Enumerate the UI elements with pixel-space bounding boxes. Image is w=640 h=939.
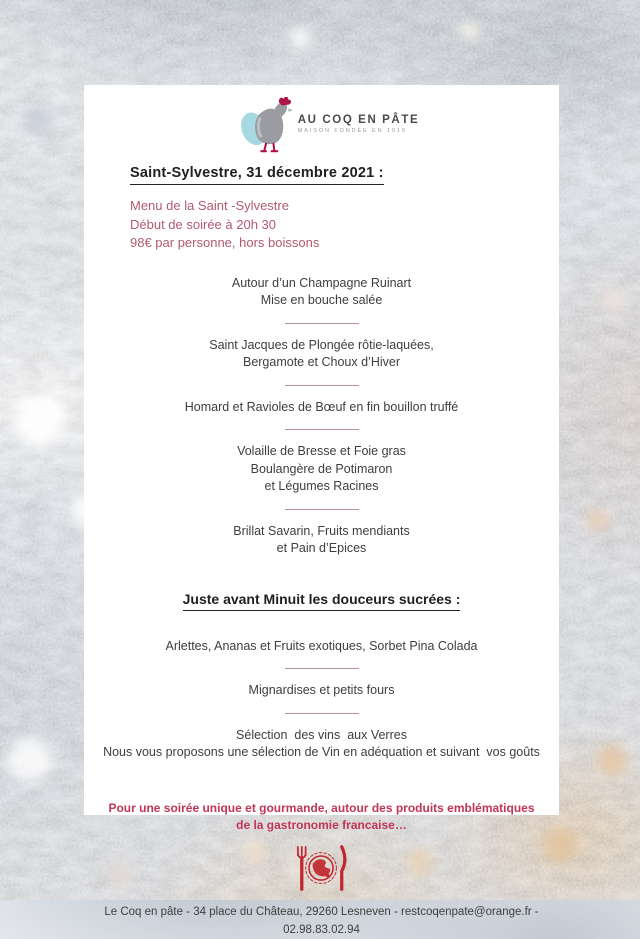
course-divider: [285, 429, 359, 430]
course-line: Homard et Ravioles de Bœuf en fin bouillon truffé: [184, 399, 459, 414]
course-line: Autour d’un Champagne Ruinart: [231, 275, 412, 290]
fork-globe-knife-icon: [100, 843, 543, 895]
brand-tagline: MAISON FONDÉE EN 1919: [297, 128, 407, 134]
menu-title: Saint-Sylvestre, 31 décembre 2021 :: [130, 165, 543, 185]
course-line: Sélection des vins aux Verres: [236, 727, 407, 742]
course-line: Arlettes, Ananas et Fruits exotiques, Sorbet Pina Colada: [165, 638, 478, 653]
course-line: et Pain d’Epices: [276, 541, 367, 555]
info-line: Menu de la Saint -Sylvestre: [130, 198, 289, 213]
course-line: Saint Jacques de Plongée rôtie-laquées,: [209, 337, 434, 352]
course-line: Boulangère de Potimaron: [250, 461, 393, 476]
info-line: 98€ par personne, hors boissons: [130, 235, 320, 250]
course-line: Mise en bouche salée: [260, 293, 383, 307]
dessert-heading: Juste avant Minuit les douceurs sucrées :: [100, 591, 543, 611]
course-divider: [285, 668, 359, 669]
menu-info: [130, 197, 543, 253]
rooster-icon: [238, 97, 294, 155]
restaurant-logo: [114, 97, 543, 155]
course-line: Brillat Savarin, Fruits mendiants: [233, 523, 410, 538]
course-divider: [285, 713, 359, 714]
info-line: Début de soirée à 20h 30: [130, 216, 276, 232]
closing-message: Pour une soirée unique et gourmande, autour des produits emblématiques de la gastronomie francaise…: [108, 800, 535, 832]
course-line: Mignardises et petits fours: [248, 683, 395, 697]
menu-header: [100, 165, 543, 253]
course-line: Volaille de Bresse et Foie gras: [237, 444, 406, 458]
course-divider: [285, 385, 359, 386]
dessert-course-list: [100, 638, 543, 762]
course-list: [100, 275, 543, 558]
course-divider: [285, 323, 359, 324]
course-line: et Légumes Racines: [264, 479, 379, 493]
course-line: Nous vous proposons une sélection de Vin en adéquation et suivant vos goûts: [103, 745, 540, 759]
contact-info: Le Coq en pâte - 34 place du Château, 29260 Lesneven - restcoqenpate@orange.fr - 02.98.83.02.94: [104, 905, 539, 936]
course-divider: [285, 509, 359, 510]
brand-name: AU COQ EN PÂTE: [297, 114, 420, 126]
menu-card: [84, 85, 559, 936]
course-line: Bergamote et Choux d’Hiver: [242, 355, 401, 369]
